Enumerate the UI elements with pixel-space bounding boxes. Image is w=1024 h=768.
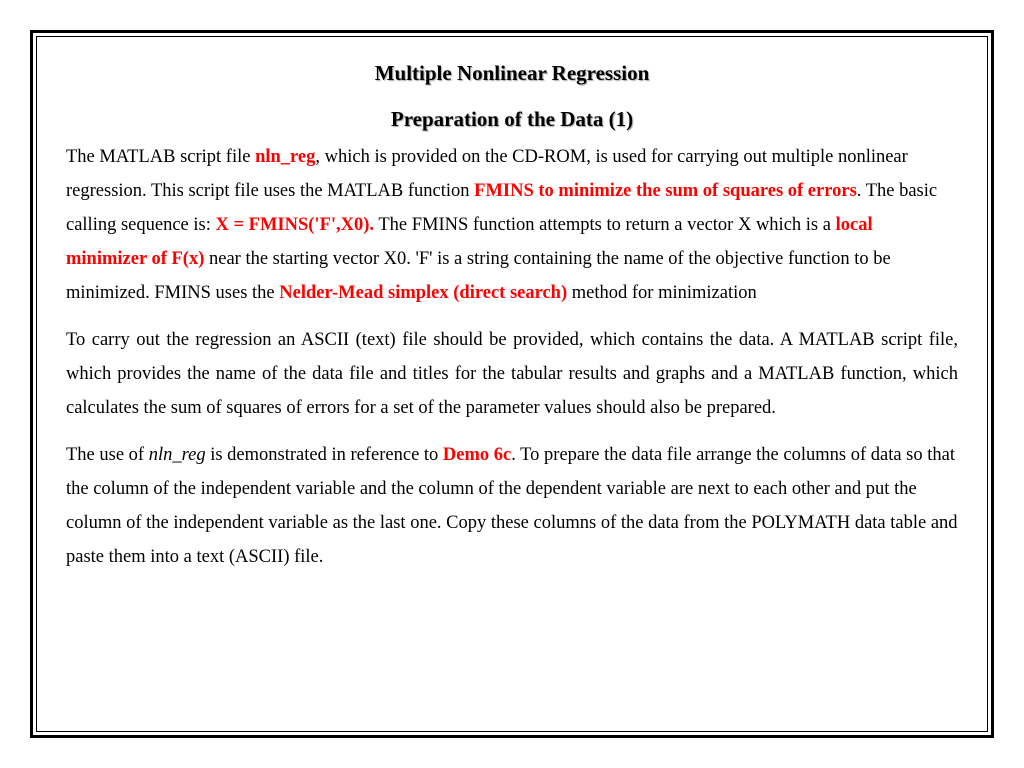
p1-highlight-local-minimizer: local minimizer of F(x) [66,215,873,269]
slide-title: Multiple Nonlinear Regression [374,61,650,85]
p1-highlight-nln-reg: nln_reg [255,147,316,167]
slide-content [66,58,958,574]
p1-text-4: The FMINS function attempts to return a vector X which is a [374,215,836,235]
p3-text-2: is demonstrated in reference to [205,445,443,465]
p3-highlight-demo: Demo 6c [442,445,512,465]
p1-highlight-fmins-minimize: FMINS to minimize the sum of squares of errors [474,181,857,201]
p3-text-1: The use of [66,445,149,465]
p1-text-2: , which is provided on the CD-ROM, is used for carrying out multiple nonlinear regression. This script file uses the MATLAB function [66,147,908,201]
p1-text-5: near the starting vector X0. 'F' is a string containing the name of the objective function to be minimized. FMINS uses the [66,249,891,303]
slide-subtitle: Preparation of the Data (1) [390,107,634,131]
p3-text-3: . To prepare the data file arrange the columns of data so that the column of the independent variable and the column of the dependent variable are next to each other and put the column of the independent variable as the last one. Copy these columns of the data from the POLYMATH data table and paste them into a text (ASCII) file. [66,445,958,567]
p1-text-6: method for minimization [567,283,757,303]
paragraph-fmins [66,140,958,310]
paragraph-data-file [66,438,958,574]
p1-text-3: . The basic calling sequence is: [66,181,938,235]
p1-text-1: The MATLAB script file [66,147,256,167]
p1-highlight-calling-sequence: X = FMINS('F',X0). [215,215,375,235]
paragraph-regression-files: To carry out the regression an ASCII (text) file should be provided, which contains the data. A MATLAB script file, which provides the name of the data file and titles for the tabular results and graphs and a MATLAB function, which calculates the sum of squares of errors for a set of the parameter values should also be prepared. [66,330,958,418]
p1-highlight-nelder-mead: Nelder-Mead simplex (direct search) [279,283,568,303]
p3-italic-nln-reg: nln_reg [148,445,206,465]
